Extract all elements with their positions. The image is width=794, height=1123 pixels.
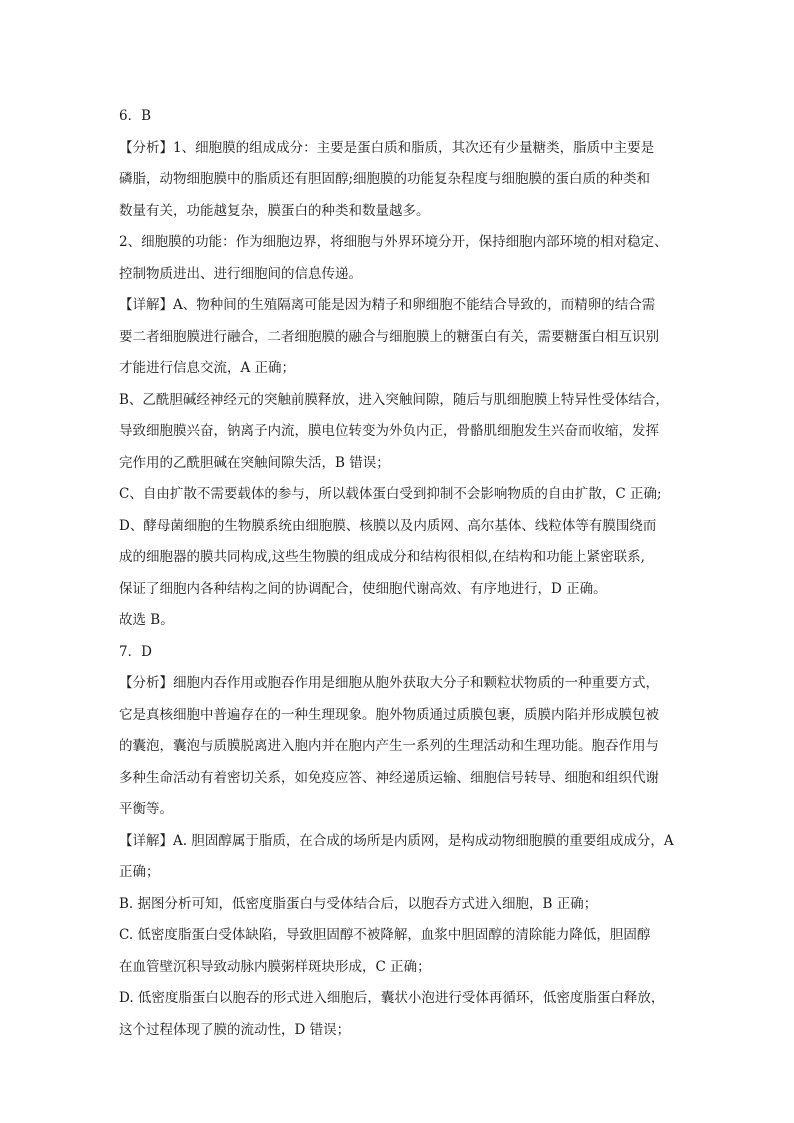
detail-line: B. 据图分析可知，低密度脂蛋白与受体结合后，以胞吞方式进入细胞，B 正确； — [119, 895, 598, 912]
answer-conclusion: 故选 B。 — [119, 612, 174, 628]
detail-line: 正确； — [119, 864, 160, 880]
analysis-line: 2、细胞膜的功能：作为细胞边界，将细胞与外界环境分开，保持细胞内部环境的相对稳定、 — [119, 234, 668, 250]
analysis-line: 控制物质进出、进行细胞间的信息传递。 — [119, 265, 362, 282]
analysis-line: 【分析】细胞内吞作用或胞吞作用是细胞从胞外获取大分子和颗粒状物质的一种重要方式， — [119, 675, 659, 691]
detail-line: C. 低密度脂蛋白受体缺陷，导致胆固醇不被降解，血浆中胆固醇的清除能力降低，胆固醇 — [119, 927, 651, 943]
detail-line: 要二者细胞膜进行融合，二者细胞膜的融合与细胞膜上的糖蛋白有关，需要糖蛋白相互识别 — [119, 328, 659, 345]
question-number-6: 6．B — [119, 108, 152, 124]
detail-line: 【详解】A. 胆固醇属于脂质，在合成的场所是内质网，是构成动物细胞膜的重要组成成分，A — [119, 832, 674, 849]
analysis-line: 磷脂，动物细胞膜中的脂质还有胆固醇;细胞膜的功能复杂程度与细胞膜的蛋白质的种类和 — [119, 171, 651, 187]
detail-line: C、自由扩散不需要载体的参与，所以载体蛋白受到抑制不会影响物质的自由扩散，C 正确; — [119, 486, 662, 502]
analysis-line: 的囊泡，囊泡与质膜脱离进入胞内并在胞内产生一系列的生理活动和生理功能。胞吞作用与 — [119, 738, 659, 754]
analysis-line: 多种生命活动有着密切关系，如免疫应答、神经递质运输、细胞信号转导、细胞和组织代谢 — [119, 769, 659, 786]
analysis-line: 它是真核细胞中普遍存在的一种生理现象。胞外物质通过质膜包裹，质膜内陷并形成膜包被 — [119, 706, 659, 723]
analysis-line: 【分析】1、细胞膜的组成成分：主要是蛋白质和脂质，其次还有少量糖类，脂质中主要是 — [119, 139, 655, 156]
detail-line: 完作用的乙酰胆碱在突触间隙失活，B 错误； — [119, 454, 390, 471]
detail-line: 【详解】A、物种间的生殖隔离可能是因为精子和卵细胞不能结合导致的，而精卵的结合需 — [119, 297, 656, 313]
detail-line: B、乙酰胆碱经神经元的突触前膜释放，进入突触间隙，随后与肌细胞膜上特异性受体结合， — [119, 391, 669, 408]
answer-text — [119, 101, 699, 1046]
analysis-line: 平衡等。 — [119, 801, 173, 817]
detail-line: D. 低密度脂蛋白以胞吞的形式进入细胞后，囊状小泡进行受体再循环，低密度脂蛋白释放， — [119, 990, 665, 1006]
detail-line: 在血管壁沉积导致动脉内膜粥样斑块形成，C 正确； — [119, 958, 431, 975]
detail-line: 保证了细胞内各种结构之间的协调配合，使细胞代谢高效、有序地进行，D 正确。 — [119, 580, 607, 597]
analysis-line: 数量有关，功能越复杂，膜蛋白的种类和数量越多。 — [119, 202, 430, 219]
detail-line: 成的细胞器的膜共同构成,这些生物膜的组成成分和结构很相似,在结构和功能上紧密联系, — [119, 549, 645, 565]
detail-line: D、酵母菌细胞的生物膜系统由细胞膜、核膜以及内质网、高尔基体、线粒体等有膜围绕而 — [119, 517, 657, 534]
detail-line: 才能进行信息交流，A 正确； — [119, 360, 296, 376]
question-number-7: 7．D — [119, 643, 152, 660]
detail-line: 导致细胞膜兴奋，钠离子内流，膜电位转变为外负内正，骨骼肌细胞发生兴奋而收缩，发挥 — [119, 423, 659, 439]
detail-line: 这个过程体现了膜的流动性，D 错误； — [119, 1021, 351, 1038]
